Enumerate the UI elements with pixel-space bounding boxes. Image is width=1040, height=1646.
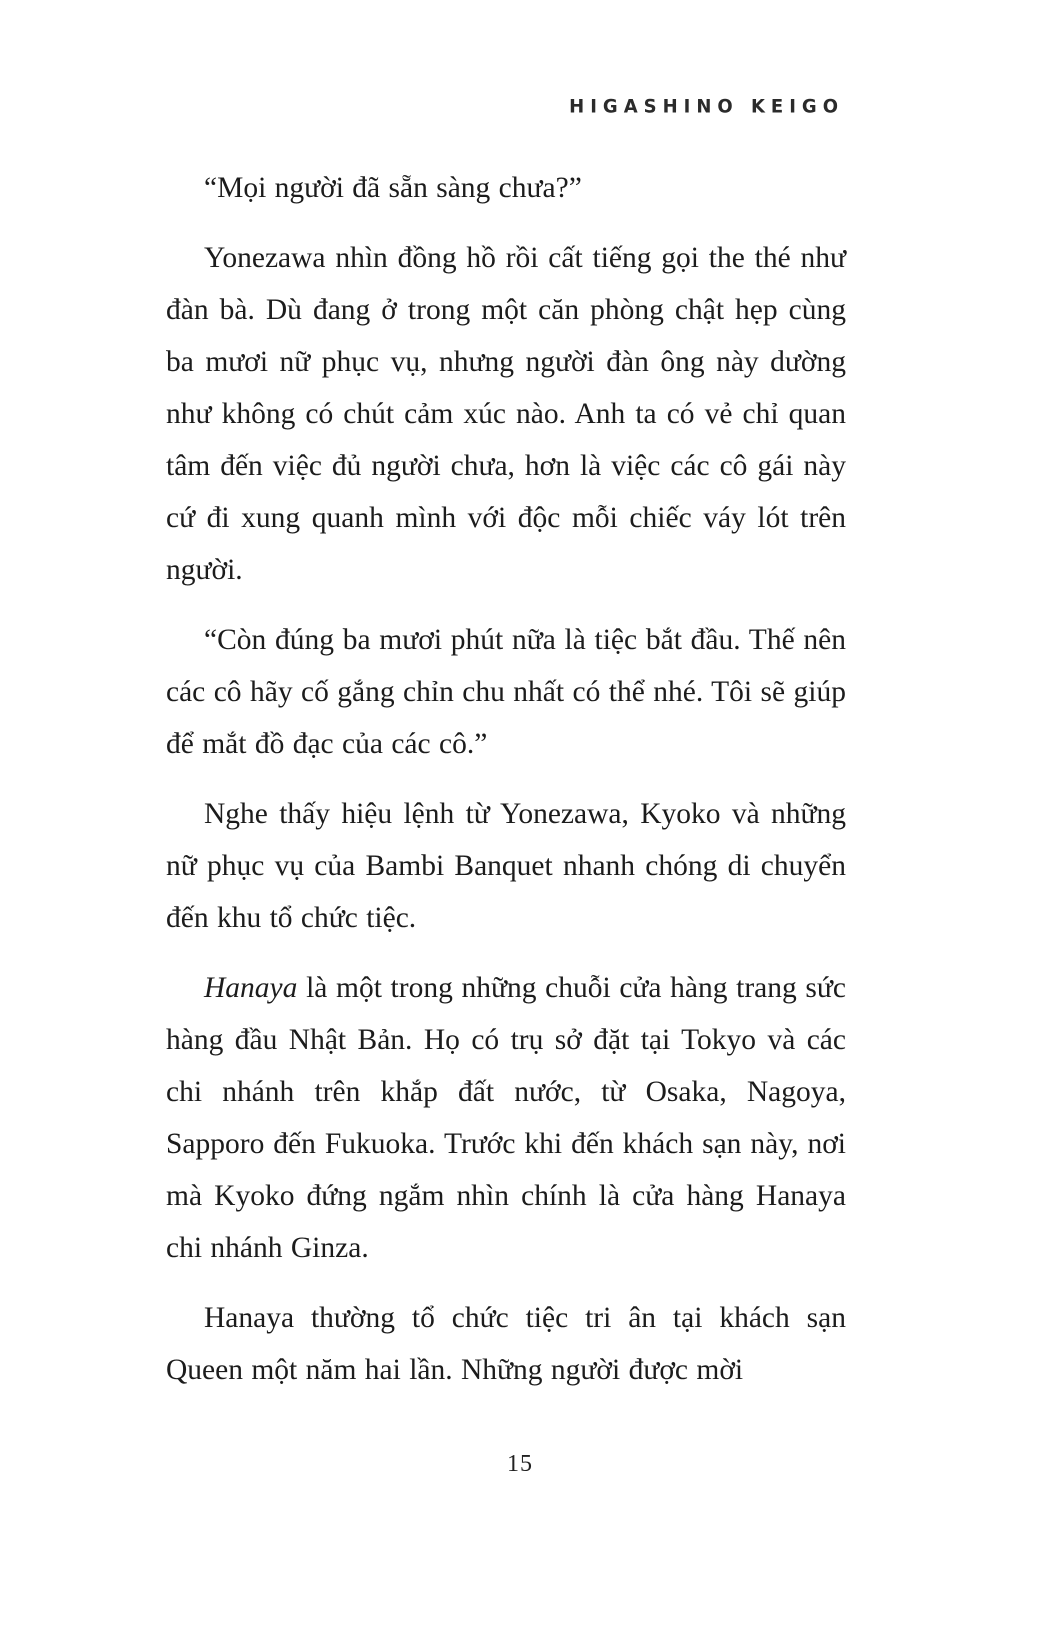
paragraph-narrative-1: Yonezawa nhìn đồng hồ rồi cất tiếng gọi the thé như đàn bà. Dù đang ở trong một căn phòng chật hẹp cùng ba mươi nữ phục vụ, nhưng người đàn ông này dường như không có chút cảm xúc nào. Anh ta có vẻ chỉ quan tâm đến việc đủ người chưa, hơn là việc các cô gái này cứ đi xung quanh mình với độc mỗi chiếc váy lót trên người.: [166, 242, 846, 586]
paragraph-narrative-4: Hanaya thường tổ chức tiệc tri ân tại khách sạn Queen một năm hai lần. Những người được mời: [166, 1302, 846, 1386]
page-body-text: [166, 162, 846, 1414]
italic-brand-name: Hanaya: [204, 972, 298, 1004]
running-header: HIGASHINO KEIGO: [569, 95, 844, 118]
paragraph-narrative-2: Nghe thấy hiệu lệnh từ Yonezawa, Kyoko và những nữ phục vụ của Bambi Banquet nhanh chóng di chuyển đến khu tổ chức tiệc.: [166, 798, 846, 934]
paragraph-text: là một trong những chuỗi cửa hàng trang sức hàng đầu Nhật Bản. Họ có trụ sở đặt tại Tokyo và các chi nhánh trên khắp đất nước, từ Osaka, Nagoya, Sapporo đến Fukuoka. Trước khi đến khách sạn này, nơi mà Kyoko đứng ngắm nhìn chính là cửa hàng Hanaya chi nhánh Ginza.: [166, 972, 846, 1264]
paragraph-dialogue-1: “Mọi người đã sẵn sàng chưa?”: [204, 172, 582, 204]
paragraph-narrative-3: [166, 962, 846, 1274]
paragraph-dialogue-2: “Còn đúng ba mươi phút nữa là tiệc bắt đầu. Thế nên các cô hãy cố gắng chỉn chu nhất có thể nhé. Tôi sẽ giúp để mắt đồ đạc của các cô.”: [166, 624, 846, 760]
page-number: 15: [507, 1451, 533, 1477]
